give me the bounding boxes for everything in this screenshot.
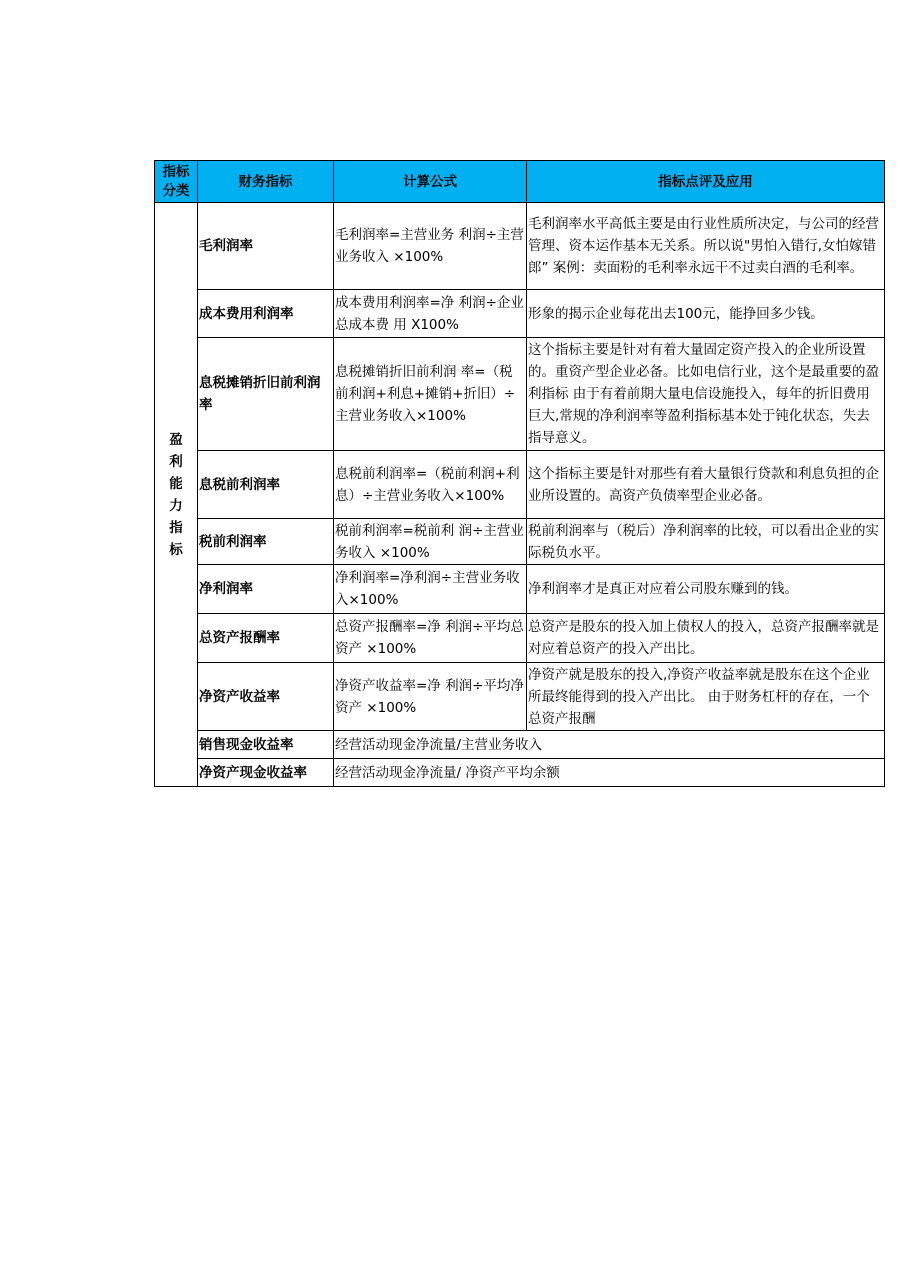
indicator-comment: 净利润率才是真正对应着公司股东赚到的钱。 [527,565,885,614]
table-row [155,663,885,731]
header-comment: 指标点评及应用 [527,161,885,203]
indicator-comment: 形象的揭示企业每花出去100元，能挣回多少钱。 [527,290,885,338]
indicator-name: 成本费用利润率 [198,290,334,338]
table-row [155,519,885,565]
table-row [155,338,885,451]
indicator-name: 毛利润率 [198,203,334,290]
indicator-formula: 成本费用利润率=净 利润÷企业总成本费 用 X100% [334,290,527,338]
header-category: 指标分类 [155,161,198,203]
indicator-formula: 毛利润率=主营业务 利润÷主营业务收入 ×100% [334,203,527,290]
indicator-formula: 税前利润率=税前利 润÷主营业务收入 ×100% [334,519,527,565]
indicator-name: 总资产报酬率 [198,614,334,663]
indicator-name: 净利润率 [198,565,334,614]
indicator-name: 息税前利润率 [198,451,334,519]
indicator-formula: 净资产收益率=净 利润÷平均净资产 ×100% [334,663,527,731]
indicator-comment: 税前利润率与（税后）净利润率的比较，可以看出企业的实际税负水平。 [527,519,885,565]
category-label: 盈利能力指标 [169,431,183,558]
indicator-name: 净资产收益率 [198,663,334,731]
indicator-formula: 总资产报酬率=净 利润÷平均总资产 ×100% [334,614,527,663]
indicator-formula: 经营活动现金净流量/主营业务收入 [334,731,885,759]
financial-indicator-table [154,160,885,787]
indicator-comment: 这个指标主要是针对那些有着大量银行贷款和利息负担的企业所设置的。高资产负债率型企业必备。 [527,451,885,519]
indicator-comment: 毛利润率水平高低主要是由行业性质所决定，与公司的经营管理、资本运作基本无关系。所以说"男怕入错行,女怕嫁错郎” 案例：卖面粉的毛利率永远干不过卖白酒的毛利率。 [527,203,885,290]
table-row [155,451,885,519]
indicator-name: 销售现金收益率 [198,731,334,759]
indicator-name: 息税摊销折旧前利润率 [198,338,334,451]
table-row [155,614,885,663]
table-row [155,290,885,338]
table-header-row [155,161,885,203]
indicator-comment: 净资产就是股东的投入,净资产收益率就是股东在这个企业所最终能得到的投入产出比。 由于财务杠杆的存在，一个总资产报酬 [527,663,885,731]
table-row [155,759,885,787]
indicator-name: 税前利润率 [198,519,334,565]
header-formula: 计算公式 [334,161,527,203]
indicator-comment: 总资产是股东的投入加上债权人的投入，总资产报酬率就是对应着总资产的投入产出比。 [527,614,885,663]
header-indicator: 财务指标 [198,161,334,203]
indicator-formula: 息税前利润率=（税前利润+利息）÷主营业务收入×100% [334,451,527,519]
indicator-formula: 经营活动现金净流量/ 净资产平均余额 [334,759,885,787]
indicator-name: 净资产现金收益率 [198,759,334,787]
table-row [155,203,885,290]
indicator-formula: 净利润率=净利润÷主营业务收入×100% [334,565,527,614]
table-row [155,731,885,759]
indicator-formula: 息税摊销折旧前利润 率=（税前利润+利息+摊销+折旧）÷主营业务收入×100% [334,338,527,451]
category-cell [155,203,198,787]
table-row [155,565,885,614]
indicator-comment: 这个指标主要是针对有着大量固定资产投入的企业所设置的。重资产型企业必备。比如电信行业，这个是最重要的盈利指标 由于有着前期大量电信设施投入，每年的折旧费用巨大,常规的净利润率等盈利指标基本处于钝化状态，失去指导意义。 [527,338,885,451]
